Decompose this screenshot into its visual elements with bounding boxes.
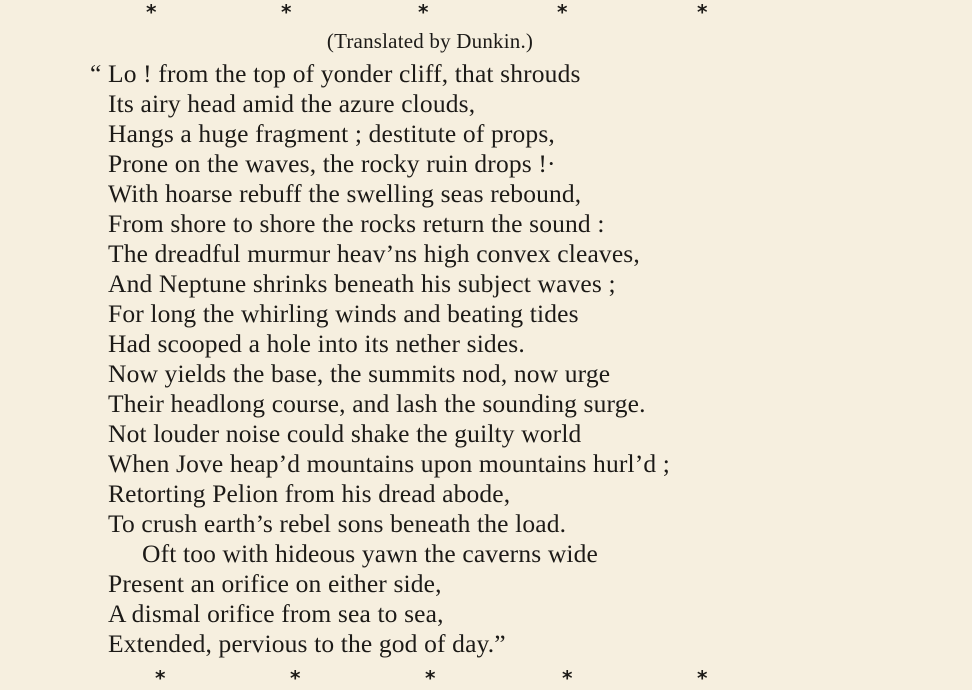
- asterisk: *: [155, 666, 166, 690]
- translator-heading: (Translated by Dunkin.): [326, 29, 534, 53]
- asterisk: *: [146, 0, 157, 24]
- asterisk: *: [425, 666, 436, 690]
- poem-line: To crush earth’s rebel sons beneath the load.: [108, 509, 567, 538]
- poem-line: Oft too with hideous yawn the caverns wide: [142, 539, 598, 568]
- asterisk: *: [697, 666, 708, 690]
- poem-line: The dreadful murmur heav’ns high convex cleaves,: [108, 239, 640, 268]
- poem-line: Now yields the base, the summits nod, now urge: [108, 359, 611, 388]
- asterisk: *: [418, 0, 429, 24]
- poem-line: A dismal orifice from sea to sea,: [108, 599, 444, 628]
- poem-line: Prone on the waves, the rocky ruin drops !·: [108, 149, 556, 178]
- poem-line: And Neptune shrinks beneath his subject waves ;: [108, 269, 616, 298]
- asterisk: *: [281, 0, 292, 24]
- poem-line: Retorting Pelion from his dread abode,: [108, 479, 511, 508]
- top-star-separator: [0, 0, 972, 24]
- poem-line: Its airy head amid the azure clouds,: [108, 89, 476, 118]
- poem-line: Had scooped a hole into its nether sides.: [108, 329, 525, 358]
- poem-line: “ Lo ! from the top of yonder cliff, that shrouds: [90, 59, 581, 88]
- poem-line: Their headlong course, and lash the sounding surge.: [108, 389, 646, 418]
- poem-line: Extended, pervious to the god of day.”: [108, 629, 506, 658]
- asterisk: *: [562, 666, 573, 690]
- asterisk: *: [290, 666, 301, 690]
- poem-line: Present an orifice on either side,: [108, 569, 442, 598]
- asterisk: *: [697, 0, 708, 24]
- poem-line: Not louder noise could shake the guilty world: [108, 419, 582, 448]
- poem-line: When Jove heap’d mountains upon mountains hurl’d ;: [108, 449, 671, 478]
- poem-line: From shore to shore the rocks return the sound :: [108, 209, 605, 238]
- poem-line: For long the whirling winds and beating tides: [108, 299, 579, 328]
- bottom-star-separator: [0, 664, 972, 688]
- poem-line: Hangs a huge fragment ; destitute of props,: [108, 119, 555, 148]
- poem-line: With hoarse rebuff the swelling seas rebound,: [108, 179, 582, 208]
- asterisk: *: [557, 0, 568, 24]
